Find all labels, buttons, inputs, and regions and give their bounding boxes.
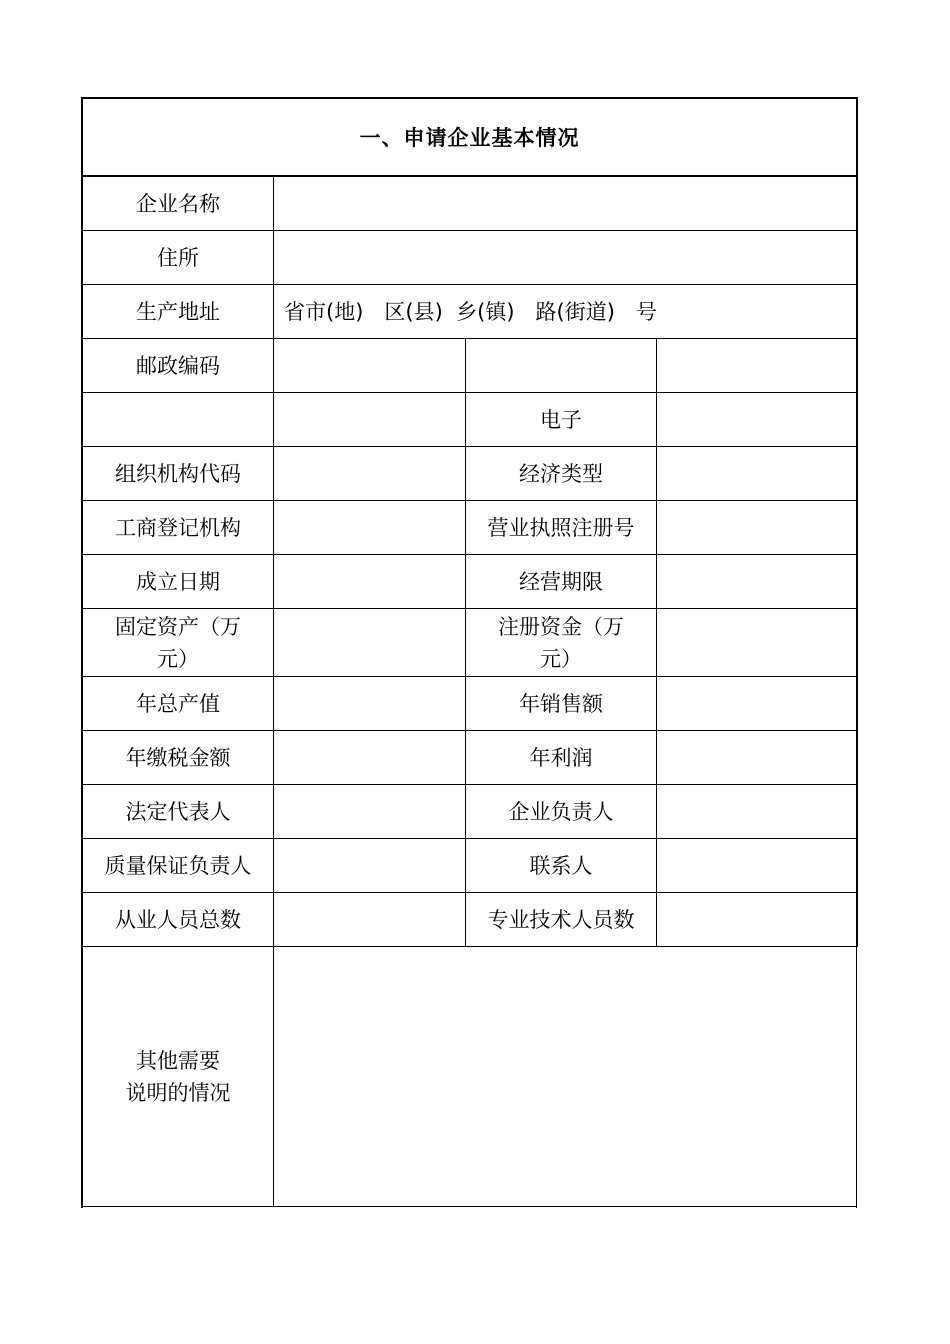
field-quality-head[interactable]: [274, 839, 465, 892]
table-border-right: [856, 97, 858, 947]
label-email: 电子: [540, 407, 582, 432]
field-domicile[interactable]: [274, 231, 856, 284]
field-other-notes[interactable]: [274, 947, 856, 1206]
field-registration-authority[interactable]: [274, 501, 465, 554]
field-email[interactable]: [657, 393, 856, 446]
label-org-code: 组织机构代码: [115, 461, 241, 486]
label-quality-head: 质量保证负责人: [104, 853, 252, 878]
blank-cell: [466, 339, 656, 392]
field-org-code[interactable]: [274, 447, 465, 500]
field-annual-sales[interactable]: [657, 677, 856, 730]
blank-cell[interactable]: [657, 339, 856, 392]
field-technical-staff[interactable]: [657, 893, 856, 946]
field-annual-profit[interactable]: [657, 731, 856, 784]
field-annual-output[interactable]: [274, 677, 465, 730]
field-legal-representative[interactable]: [274, 785, 465, 838]
label-annual-sales: 年销售额: [519, 691, 603, 716]
field-registered-capital[interactable]: [657, 609, 856, 676]
label-operating-period: 经营期限: [519, 569, 603, 594]
label-license-number: 营业执照注册号: [487, 515, 635, 540]
field-fixed-assets[interactable]: [274, 609, 465, 676]
field-total-employees[interactable]: [274, 893, 465, 946]
section-title: 一、申请企业基本情况: [359, 126, 580, 150]
label-company-head: 企业负责人: [508, 799, 614, 824]
label-company-name: 企业名称: [136, 191, 220, 216]
blank-label-cell: [83, 393, 273, 446]
field-company-name[interactable]: [274, 177, 856, 230]
label-registration-authority: 工商登记机构: [115, 515, 241, 540]
field-established-date[interactable]: [274, 555, 465, 608]
label-other-notes: [83, 947, 273, 1206]
label-production-address: 生产地址: [136, 299, 220, 324]
field-company-head[interactable]: [657, 785, 856, 838]
blank-cell[interactable]: [274, 393, 465, 446]
table-border-top: [81, 97, 858, 99]
field-postal-code[interactable]: [274, 339, 465, 392]
label-total-employees: 从业人员总数: [115, 907, 241, 932]
table-border-bottom: [81, 1206, 857, 1207]
label-annual-tax: 年缴税金额: [125, 745, 231, 770]
field-economic-type[interactable]: [657, 447, 856, 500]
label-postal-code: 邮政编码: [136, 353, 220, 378]
field-production-address[interactable]: 省市(地) 区(县) 乡(镇) 路(街道) 号: [284, 299, 657, 324]
label-contact-person: 联系人: [529, 853, 593, 878]
label-technical-staff: 专业技术人员数: [487, 907, 635, 932]
label-fixed-assets: 固定资产（万元）: [115, 614, 241, 671]
label-other-notes-line2: 说明的情况: [125, 1080, 231, 1105]
field-annual-tax[interactable]: [274, 731, 465, 784]
label-other-notes-line1: 其他需要: [136, 1048, 220, 1073]
label-domicile: 住所: [157, 245, 199, 270]
field-operating-period[interactable]: [657, 555, 856, 608]
label-registered-capital: 注册资金（万元）: [498, 614, 624, 671]
label-legal-representative: 法定代表人: [125, 799, 231, 824]
label-economic-type: 经济类型: [519, 461, 603, 486]
field-contact-person[interactable]: [657, 839, 856, 892]
label-annual-profit: 年利润: [529, 745, 593, 770]
table-border-right-lower: [856, 947, 857, 1208]
field-license-number[interactable]: [657, 501, 856, 554]
label-annual-output: 年总产值: [136, 691, 220, 716]
label-established-date: 成立日期: [136, 569, 220, 594]
